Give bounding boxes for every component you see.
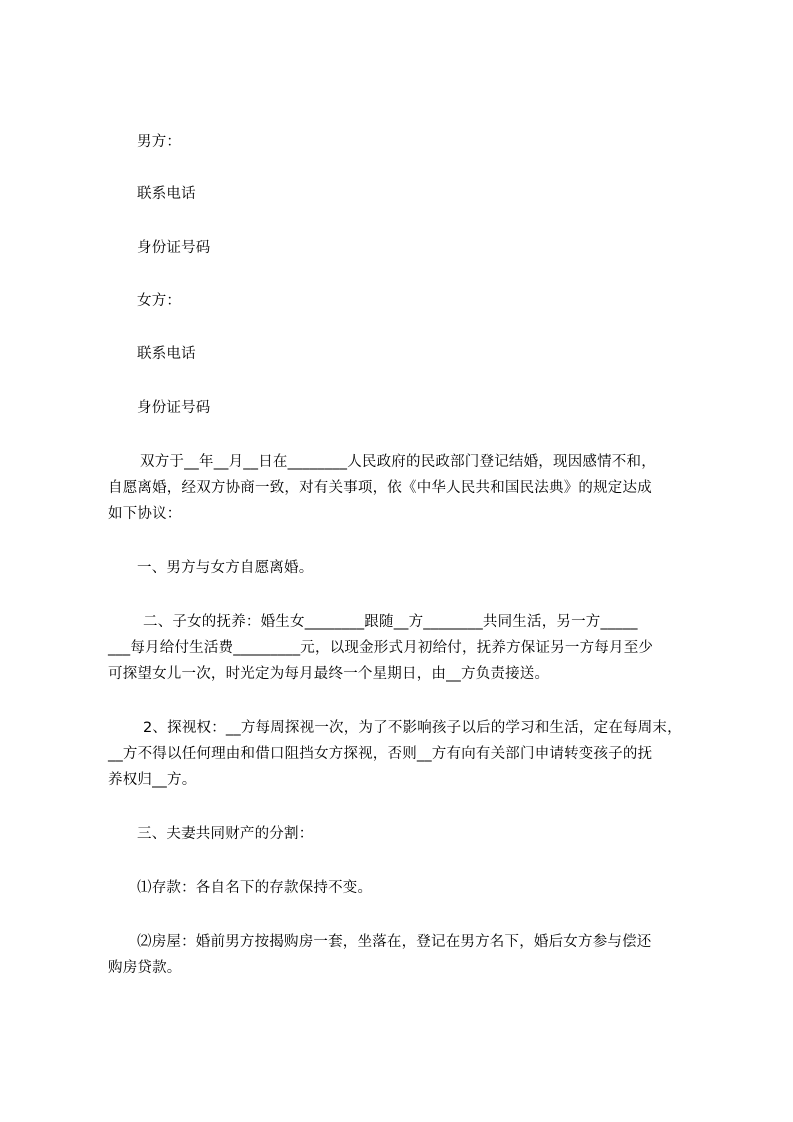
intro-line-2: 自愿离婚，经双方协商一致，对有关事项，依《中华人民共和国民法典》的规定达成	[108, 480, 652, 496]
visit-line-1: 2、探视权：__方每周探视一次，为了不影响孩子以后的学习和生活，定在每周末，	[143, 720, 682, 736]
house-item-line-1: ⑵房屋：婚前男方按揭购房一套，坐落在，登记在男方名下，婚后女方参与偿还	[137, 934, 652, 950]
male-id-label: 身份证号码	[137, 240, 211, 256]
female-party-label: 女方：	[137, 293, 182, 309]
intro-line-3: 如下协议：	[108, 506, 182, 522]
house-item-line-2: 购房贷款。	[108, 960, 182, 976]
clause-3: 三、夫妻共同财产的分割：	[137, 826, 314, 842]
deposit-item: ⑴存款：各自名下的存款保持不变。	[137, 880, 373, 896]
intro-line-1: 双方于__年__月__日在________人民政府的民政部门登记结婚，现因感情不和，	[140, 454, 656, 470]
clause-2-line-2: ___每月给付生活费_________元，以现金形式月初给付，抚养方保证另一方每月至少	[108, 640, 654, 656]
clause-2-line-1: 二、子女的抚养：婚生女________跟随__方________共同生活，另一方_____	[143, 614, 638, 630]
male-phone-label: 联系电话	[137, 186, 196, 202]
female-id-label: 身份证号码	[137, 400, 211, 416]
clause-1: 一、男方与女方自愿离婚。	[137, 560, 314, 576]
visit-line-3: 养权归__方。	[108, 772, 197, 788]
visit-line-2: __方不得以任何理由和借口阻挡女方探视，否则__方有向有关部门申请转变孩子的抚	[108, 746, 653, 762]
male-party-label: 男方：	[137, 134, 182, 150]
female-phone-label: 联系电话	[137, 346, 196, 362]
clause-2-line-3: 可探望女儿一次，时光定为每月最终一个星期日，由__方负责接送。	[108, 666, 550, 682]
